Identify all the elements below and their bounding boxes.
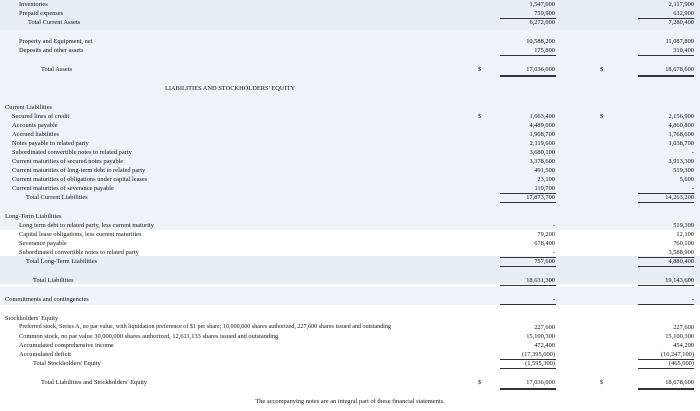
table-row <box>0 0 700 9</box>
value-current: (1,595,300) <box>525 360 555 367</box>
row-label: Accrued liabilities <box>12 131 60 138</box>
table-row <box>0 239 700 248</box>
value-prior: (465,000) <box>668 360 694 367</box>
table-row <box>0 46 700 55</box>
underline <box>638 368 694 369</box>
table-row <box>0 193 700 202</box>
value-current: 4,489,000 <box>529 122 555 129</box>
table-row <box>0 112 700 121</box>
table-row <box>0 332 700 341</box>
value-current: 119,700 <box>534 185 555 192</box>
row-label: Accumulated comprehensive income <box>19 342 114 349</box>
value-prior: 3,913,300 <box>668 158 694 165</box>
table-row <box>0 18 700 27</box>
row-label: Current maturities of obligations under capital leases <box>12 176 148 183</box>
underline <box>638 266 694 267</box>
value-prior: - <box>691 296 694 303</box>
table-row <box>0 103 700 112</box>
value-prior: 4,880,400 <box>668 258 694 265</box>
row-label: Total Liabilities and Stockholders' Equity <box>41 379 148 386</box>
table-row <box>0 139 700 148</box>
value-current: 6,272,000 <box>529 19 555 26</box>
underline <box>638 285 694 286</box>
table-row <box>0 130 700 139</box>
value-current: - <box>552 296 555 303</box>
table-row <box>0 121 700 130</box>
table-row <box>0 314 700 323</box>
row-label: Accounts payable <box>12 122 58 129</box>
row-label: Severance payable <box>19 240 67 247</box>
row-label: Secured lines of credit <box>12 113 70 120</box>
table-row <box>0 295 700 304</box>
underline <box>500 266 556 267</box>
table-row <box>0 148 700 157</box>
value-current: 17,036,000 <box>526 379 555 386</box>
value-prior: 3,588,900 <box>668 249 694 256</box>
value-prior: 2,117,900 <box>668 1 694 8</box>
underline <box>500 55 556 56</box>
value-current: 759,900 <box>534 10 555 17</box>
dollar-sign: $ <box>478 113 482 120</box>
value-current: 3,680,100 <box>529 149 555 156</box>
value-prior: 12,100 <box>676 231 694 238</box>
table-row <box>0 248 700 257</box>
value-prior: 227,600 <box>673 324 694 331</box>
row-label: Total Stockholders' Equity <box>33 360 101 367</box>
value-prior: 519,300 <box>673 167 694 174</box>
value-prior: 1,038,700 <box>668 140 694 147</box>
value-prior: (16,247,100) <box>660 351 694 358</box>
double-underline <box>638 388 694 390</box>
row-label: Total Long-Term Liabilities <box>26 258 98 265</box>
row-label: Deposits and other assets <box>19 47 84 54</box>
table-row <box>0 257 700 266</box>
value-prior: 11,087,800 <box>665 38 694 45</box>
row-label: Accumulated deficit <box>19 351 71 358</box>
value-current: 2,119,600 <box>529 140 555 147</box>
value-prior: 18,678,600 <box>665 379 694 386</box>
row-label: Total Assets <box>41 66 72 73</box>
table-row <box>0 221 700 230</box>
value-prior: 2,156,900 <box>668 113 694 120</box>
underline <box>500 304 556 305</box>
table-row <box>0 350 700 359</box>
row-label: Common stock, no par value 30,000,000 shares authorized, 12,611,133 shares issued and outstanding <box>19 333 279 340</box>
table-row <box>0 175 700 184</box>
value-current: 491,500 <box>534 167 555 174</box>
value-current: 18,631,300 <box>526 277 555 284</box>
value-prior: 632,900 <box>673 10 694 17</box>
value-prior: 310,400 <box>673 47 694 54</box>
section-title: LIABILITIES AND STOCKHOLDERS' EQUITY <box>165 85 296 92</box>
row-label: Subordinated convertible notes to related party <box>19 249 139 256</box>
table-row <box>0 9 700 18</box>
group-heading: Long-Term Liabilities <box>5 213 62 220</box>
value-current: - <box>552 222 555 229</box>
underline <box>638 55 694 56</box>
row-label: Capital lease obligations, less current maturities <box>19 231 142 238</box>
group-heading: Current Liabilities <box>5 104 53 111</box>
underline <box>500 368 556 369</box>
value-current: 678,400 <box>534 240 555 247</box>
value-current: 227,600 <box>534 324 555 331</box>
table-row <box>0 166 700 175</box>
value-current: - <box>552 249 555 256</box>
value-current: 79,200 <box>537 231 555 238</box>
value-prior: - <box>691 149 694 156</box>
value-prior: 1,768,600 <box>668 131 694 138</box>
double-underline <box>638 75 694 77</box>
value-current: 15,100,300 <box>526 333 555 340</box>
footer-note: The accompanying notes are an integral part of these financial statements. <box>255 398 445 405</box>
table-row <box>0 378 700 387</box>
underline <box>638 202 694 203</box>
row-label: Current maturities of severance payable <box>12 185 114 192</box>
table-row <box>0 230 700 239</box>
row-label: Total Current Liabilities <box>26 194 88 201</box>
dollar-sign: $ <box>600 66 604 73</box>
row-label: Preferred stock, Series A, no par value, with liquidation preference of $1 per share; 10,000,000 shares authorized, 227,600 shares issued and outstanding <box>19 324 391 330</box>
value-current: 17,873,700 <box>526 194 555 201</box>
underline <box>638 304 694 305</box>
value-prior: 18,678,600 <box>665 66 694 73</box>
group-heading: Stockholders' Equity <box>5 315 59 322</box>
value-current: 1,663,400 <box>529 113 555 120</box>
value-current: 3,378,600 <box>529 158 555 165</box>
value-current: 757,600 <box>534 258 555 265</box>
row-label: Total Liabilities <box>33 277 74 284</box>
value-current: 472,400 <box>534 342 555 349</box>
value-prior: 760,100 <box>673 240 694 247</box>
value-prior: 4,860,800 <box>668 122 694 129</box>
row-label: Total Current Assets <box>28 19 81 26</box>
value-current: (17,395,600) <box>521 351 555 358</box>
row-label: Prepaid expenses <box>19 10 64 17</box>
table-row <box>0 359 700 368</box>
value-prior: 19,143,600 <box>665 277 694 284</box>
table-row <box>0 184 700 193</box>
value-prior: 7,280,400 <box>668 19 694 26</box>
dollar-sign: $ <box>600 113 604 120</box>
row-label: Subordinated convertible notes to related party <box>12 149 132 156</box>
row-label: Long term debt to related party, less current maturity <box>19 222 154 229</box>
value-current: 23,100 <box>537 176 555 183</box>
row-label: Notes payable to related party <box>12 140 89 147</box>
value-current: 10,588,200 <box>526 38 555 45</box>
row-label: Property and Equipment, net <box>19 38 93 45</box>
table-row <box>0 37 700 46</box>
value-prior: 15,100,300 <box>665 333 694 340</box>
value-prior: 14,263,200 <box>665 194 694 201</box>
row-label: Current maturities of secured notes payable <box>12 158 124 165</box>
value-prior: 454,200 <box>673 342 694 349</box>
value-current: 1,547,000 <box>529 1 555 8</box>
dollar-sign: $ <box>600 379 604 386</box>
double-underline <box>500 388 556 390</box>
underline <box>500 202 556 203</box>
section-title-row <box>0 84 700 93</box>
value-current: 17,036,000 <box>526 66 555 73</box>
double-underline <box>500 75 556 77</box>
value-prior: - <box>691 185 694 192</box>
table-row <box>0 212 700 221</box>
dollar-sign: $ <box>478 66 482 73</box>
value-prior: 519,300 <box>673 222 694 229</box>
table-row <box>0 341 700 350</box>
value-current: 1,908,700 <box>529 131 555 138</box>
value-prior: 5,600 <box>679 176 694 183</box>
row-label: Inventories <box>19 1 48 8</box>
row-label: Current maturities of long-term debt to related party <box>12 167 146 174</box>
table-row <box>0 65 700 74</box>
underline <box>500 285 556 286</box>
table-row <box>0 323 700 332</box>
table-row <box>0 157 700 166</box>
row-label: Commitments and contingencies <box>5 296 89 303</box>
table-row <box>0 276 700 285</box>
value-current: 175,800 <box>534 47 555 54</box>
dollar-sign: $ <box>478 379 482 386</box>
